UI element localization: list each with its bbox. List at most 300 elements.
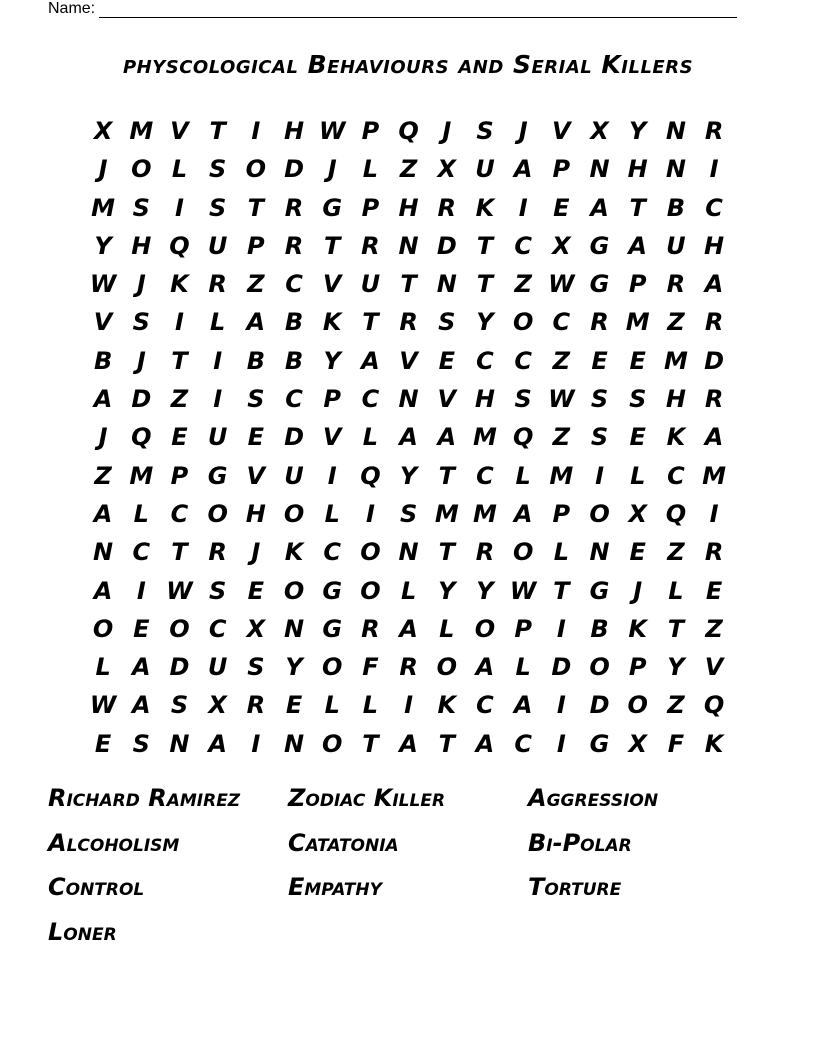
grid-letter: U	[666, 231, 686, 260]
grid-letter: T	[171, 346, 188, 375]
grid-letter: G	[322, 576, 343, 605]
grid-letter: Q	[512, 423, 534, 452]
grid-letter: I	[327, 461, 337, 490]
grid-letter: L	[362, 155, 379, 184]
grid-letter: I	[213, 385, 223, 414]
grid-letter: A	[704, 270, 724, 299]
grid-letter: X	[628, 499, 647, 528]
grid-letter: T	[629, 193, 646, 222]
grid-letter: S	[247, 385, 265, 414]
grid-letter: V	[170, 117, 189, 145]
grid-letter: X	[552, 231, 571, 260]
grid-letter: U	[207, 231, 228, 260]
grid-letter: O	[92, 614, 114, 643]
name-label: Name:	[48, 0, 96, 17]
grid-letter: C	[361, 385, 380, 414]
grid-letter: V	[437, 385, 457, 414]
grid-letter: H	[283, 117, 305, 145]
grid-letter: Q	[703, 691, 725, 720]
grid-letter: O	[436, 653, 457, 682]
grid-letter: T	[438, 729, 455, 758]
grid-letter: D	[589, 691, 610, 720]
grid-letter: E	[171, 423, 188, 452]
grid-letter: L	[362, 691, 379, 720]
grid-letter: S	[132, 729, 150, 758]
grid-letter: S	[209, 193, 227, 222]
grid-letter: R	[475, 538, 495, 567]
grid-letter: P	[361, 117, 380, 145]
grid-letter: Z	[170, 385, 189, 414]
grid-letter: O	[245, 155, 267, 184]
grid-letter: G	[322, 193, 343, 222]
grid-letter: O	[207, 499, 228, 528]
grid-letter: I	[595, 461, 604, 490]
grid-letter: C	[514, 729, 532, 758]
grid-letter: R	[704, 308, 724, 337]
grid-letter: X	[208, 691, 227, 720]
grid-letter: B	[666, 193, 686, 222]
grid-letter: L	[133, 499, 149, 528]
grid-letter: N	[283, 729, 305, 758]
grid-letter: O	[169, 614, 190, 643]
grid-letter: A	[246, 308, 266, 337]
grid-letter: H	[245, 499, 266, 528]
grid-letter: E	[438, 346, 455, 375]
grid-letter: J	[518, 117, 528, 145]
grid-letter: O	[474, 614, 496, 643]
grid-letter: R	[284, 193, 304, 222]
grid-letter: H	[398, 193, 419, 222]
grid-letter: A	[93, 385, 113, 414]
grid-letter: N	[589, 538, 610, 567]
grid-letter: E	[133, 614, 150, 643]
word-list-item: Torture	[528, 873, 622, 901]
grid-letter: C	[705, 193, 723, 222]
grid-letter: W	[166, 576, 193, 605]
grid-letter: O	[589, 653, 610, 682]
grid-letter: H	[704, 231, 725, 260]
grid-letter: O	[283, 576, 305, 605]
grid-letter: S	[476, 117, 494, 145]
word-list-item: Richard Ramirez	[48, 784, 241, 812]
grid-letter: L	[171, 155, 188, 184]
grid-letter: Y	[667, 653, 685, 682]
grid-letter: T	[476, 270, 494, 299]
grid-letter: L	[210, 308, 226, 337]
grid-letter: I	[251, 117, 261, 145]
grid-letter: J	[327, 155, 337, 184]
grid-letter: C	[476, 346, 494, 375]
grid-letter: R	[361, 231, 380, 260]
grid-letter: N	[589, 155, 610, 184]
grid-letter: L	[362, 423, 379, 452]
grid-letter: D	[284, 155, 304, 184]
grid-letter: M	[129, 117, 154, 145]
grid-letter: E	[629, 538, 646, 567]
grid-letter: S	[629, 385, 647, 414]
grid-letter: A	[513, 691, 533, 720]
word-list-item: Empathy	[288, 873, 382, 901]
grid-letter: Y	[476, 576, 494, 605]
grid-letter: M	[473, 499, 497, 528]
grid-letter: R	[208, 538, 227, 567]
grid-letter: R	[399, 653, 418, 682]
grid-letter: A	[131, 691, 151, 720]
name-field	[48, 0, 737, 18]
grid-letter: A	[590, 193, 609, 222]
grid-letter: Y	[94, 231, 112, 260]
grid-letter: T	[667, 614, 685, 643]
grid-letter: X	[437, 155, 457, 184]
grid-letter: N	[169, 729, 190, 758]
grid-letter: B	[284, 308, 304, 337]
grid-letter: T	[438, 461, 455, 490]
grid-letter: D	[436, 231, 457, 260]
grid-letter: N	[398, 231, 419, 260]
grid-letter: K	[628, 614, 648, 643]
grid-letter: C	[208, 614, 227, 643]
grid-letter: R	[361, 614, 380, 643]
grid-letter: L	[400, 576, 417, 605]
grid-letter: I	[404, 691, 414, 720]
grid-letter: T	[324, 231, 341, 260]
grid-letter: A	[93, 499, 113, 528]
grid-letter: Z	[247, 270, 265, 299]
grid-letter: I	[709, 499, 719, 528]
grid-letter: N	[93, 538, 114, 567]
grid-letter: I	[556, 691, 566, 720]
grid-letter: L	[630, 461, 646, 490]
grid-letter: L	[553, 538, 569, 567]
grid-letter: I	[213, 346, 223, 375]
grid-letter: J	[98, 423, 108, 452]
grid-letter: P	[514, 614, 532, 643]
grid-letter: O	[627, 691, 648, 720]
grid-letter: I	[709, 155, 719, 184]
grid-letter: D	[169, 653, 190, 682]
grid-letter: M	[702, 461, 727, 490]
grid-letter: C	[476, 461, 494, 490]
grid-letter: Z	[552, 423, 571, 452]
grid-letter: N	[398, 385, 419, 414]
grid-letter: R	[704, 538, 724, 567]
grid-letter: J	[633, 576, 643, 605]
grid-letter: K	[170, 270, 189, 299]
grid-letter: Q	[360, 461, 381, 490]
grid-letter: L	[439, 614, 455, 643]
grid-letter: M	[129, 461, 154, 490]
page-title: physcological Behaviours and Serial Killers	[122, 50, 694, 79]
grid-letter: V	[399, 346, 418, 375]
grid-letter: A	[513, 155, 533, 184]
grid-letter: O	[322, 653, 343, 682]
letter-grid	[84, 112, 733, 763]
grid-letter: N	[665, 155, 686, 184]
grid-letter: Y	[629, 117, 647, 145]
grid-letter: Q	[398, 117, 419, 145]
grid-letter: L	[515, 653, 531, 682]
grid-letter: A	[437, 423, 457, 452]
grid-letter: F	[667, 729, 685, 758]
grid-letter: R	[284, 231, 304, 260]
grid-letter: J	[136, 270, 146, 299]
grid-letter: X	[628, 729, 647, 758]
grid-letter: D	[704, 346, 725, 375]
grid-letter: Y	[476, 308, 494, 337]
grid-letter: P	[170, 461, 189, 490]
grid-letter: M	[549, 461, 574, 490]
grid-letter: G	[589, 231, 610, 260]
grid-letter: Q	[169, 231, 190, 260]
grid-letter: U	[207, 423, 228, 452]
grid-letter: M	[625, 308, 650, 337]
grid-letter: S	[209, 576, 227, 605]
grid-letter: T	[209, 117, 226, 145]
grid-letter: R	[208, 270, 227, 299]
grid-letter: W	[318, 117, 346, 145]
grid-letter: A	[704, 423, 724, 452]
word-list-item: Control	[48, 873, 145, 901]
grid-letter: L	[95, 653, 111, 682]
grid-letter: V	[93, 308, 113, 337]
grid-letter: R	[704, 117, 724, 145]
grid-letter: R	[437, 193, 457, 222]
grid-letter: N	[283, 614, 305, 643]
grid-letter: L	[515, 461, 531, 490]
grid-letter: N	[665, 117, 686, 145]
grid-letter: A	[208, 729, 227, 758]
grid-letter: O	[131, 155, 152, 184]
grid-letter: C	[476, 691, 494, 720]
grid-letter: U	[284, 461, 304, 490]
grid-letter: W	[89, 691, 117, 720]
grid-letter: L	[324, 499, 340, 528]
grid-letter: Z	[667, 308, 685, 337]
grid-letter: P	[247, 231, 265, 260]
grid-letter: S	[247, 653, 265, 682]
grid-letter: P	[552, 155, 571, 184]
grid-letter: J	[442, 117, 452, 145]
grid-letter: U	[360, 270, 381, 299]
grid-letter: O	[512, 308, 534, 337]
grid-letter: P	[552, 499, 571, 528]
grid-letter: S	[438, 308, 456, 337]
grid-letter: S	[514, 385, 532, 414]
grid-letter: W	[509, 576, 537, 605]
grid-letter: F	[362, 653, 379, 682]
grid-letter: S	[132, 308, 150, 337]
grid-letter: A	[93, 576, 113, 605]
word-list-item: Loner	[48, 917, 117, 946]
grid-letter: E	[247, 576, 265, 605]
grid-letter: V	[246, 461, 266, 490]
grid-letter: E	[247, 423, 265, 452]
grid-letter: B	[93, 346, 113, 375]
grid-letter: T	[553, 576, 570, 605]
grid-letter: E	[285, 691, 303, 720]
grid-letter: I	[175, 308, 184, 337]
grid-letter: A	[628, 231, 647, 260]
word-list-item: Alcoholism	[48, 828, 180, 857]
grid-letter: N	[436, 270, 457, 299]
grid-letter: I	[136, 576, 146, 605]
grid-letter: H	[131, 231, 152, 260]
grid-letter: E	[553, 193, 570, 222]
grid-letter: J	[251, 538, 261, 567]
grid-letter: X	[246, 614, 266, 643]
grid-letter: Y	[438, 576, 456, 605]
grid-letter: N	[398, 538, 419, 567]
grid-letter: O	[360, 576, 381, 605]
grid-letter: T	[362, 729, 379, 758]
grid-letter: C	[170, 499, 189, 528]
grid-letter: A	[399, 729, 418, 758]
grid-letter: M	[91, 193, 116, 222]
grid-letter: Z	[705, 614, 723, 643]
grid-letter: G	[322, 614, 343, 643]
grid-letter: P	[323, 385, 342, 414]
grid-letter: I	[518, 193, 528, 222]
grid-letter: G	[589, 729, 610, 758]
grid-letter: E	[705, 576, 723, 605]
word-list	[48, 780, 768, 958]
grid-letter: T	[171, 538, 188, 567]
grid-letter: O	[283, 499, 305, 528]
grid-letter: G	[589, 270, 610, 299]
grid-letter: K	[322, 308, 342, 337]
grid-letter: S	[132, 193, 150, 222]
grid-letter: A	[131, 653, 151, 682]
grid-letter: D	[131, 385, 152, 414]
grid-letter: H	[665, 385, 686, 414]
grid-letter: A	[399, 614, 418, 643]
grid-letter: K	[437, 691, 457, 720]
grid-letter: R	[246, 691, 266, 720]
grid-letter: R	[399, 308, 418, 337]
grid-letter: O	[512, 538, 534, 567]
grid-letter: C	[514, 231, 532, 260]
grid-letter: E	[94, 729, 112, 758]
word-list-item: Aggression	[528, 784, 659, 812]
grid-letter: P	[628, 270, 647, 299]
grid-letter: I	[556, 729, 566, 758]
grid-letter: T	[247, 193, 265, 222]
word-list-item: Catatonia	[288, 828, 399, 857]
grid-letter: B	[590, 614, 609, 643]
grid-letter: G	[589, 576, 610, 605]
grid-letter: Z	[667, 691, 685, 720]
grid-letter: W	[548, 385, 575, 414]
word-list-item: Bi-Polar	[528, 828, 632, 857]
grid-letter: E	[629, 346, 646, 375]
grid-letter: I	[365, 499, 375, 528]
grid-letter: S	[590, 423, 609, 452]
grid-letter: A	[475, 729, 495, 758]
grid-letter: E	[629, 423, 646, 452]
grid-letter: Y	[323, 346, 341, 375]
grid-letter: M	[434, 499, 459, 528]
grid-letter: T	[362, 308, 379, 337]
grid-letter: I	[556, 614, 566, 643]
grid-letter: C	[667, 461, 685, 490]
grid-letter: Z	[399, 155, 418, 184]
grid-letter: C	[323, 538, 342, 567]
grid-letter: U	[475, 155, 495, 184]
grid-letter: S	[399, 499, 418, 528]
grid-letter: C	[285, 385, 303, 414]
grid-letter: L	[324, 691, 340, 720]
grid-letter: Y	[399, 461, 418, 490]
grid-letter: W	[89, 270, 117, 299]
grid-letter: Z	[94, 461, 112, 490]
grid-letter: A	[399, 423, 418, 452]
grid-letter: P	[361, 193, 380, 222]
grid-letter: O	[589, 499, 610, 528]
grid-letter: B	[284, 346, 304, 375]
grid-letter: V	[704, 653, 724, 682]
grid-letter: Z	[514, 270, 532, 299]
grid-letter: Z	[552, 346, 571, 375]
grid-letter: X	[590, 117, 609, 145]
grid-letter: A	[513, 499, 533, 528]
grid-letter: I	[175, 193, 184, 222]
grid-letter: V	[552, 117, 571, 145]
grid-letter: T	[400, 270, 417, 299]
grid-letter: U	[207, 653, 228, 682]
grid-letter: P	[628, 653, 647, 682]
grid-letter: C	[514, 346, 532, 375]
grid-letter: C	[132, 538, 151, 567]
grid-letter: I	[251, 729, 261, 758]
grid-letter: E	[591, 346, 608, 375]
grid-letter: M	[473, 423, 497, 452]
grid-letter: C	[285, 270, 303, 299]
grid-letter: S	[170, 691, 189, 720]
grid-letter: H	[474, 385, 496, 414]
grid-letter: M	[663, 346, 688, 375]
grid-letter: L	[668, 576, 684, 605]
grid-letter: R	[590, 308, 609, 337]
grid-letter: J	[98, 155, 108, 184]
grid-letter: X	[93, 117, 113, 145]
grid-letter: C	[552, 308, 571, 337]
grid-letter: K	[666, 423, 686, 452]
grid-letter: V	[322, 423, 342, 452]
grid-letter: Q	[665, 499, 687, 528]
name-underline	[99, 3, 737, 18]
word-list-item: Zodiac Killer	[288, 784, 446, 812]
grid-letter: V	[322, 270, 342, 299]
grid-letter: S	[209, 155, 227, 184]
grid-letter: O	[360, 538, 381, 567]
grid-letter: S	[590, 385, 609, 414]
grid-letter: Y	[285, 653, 303, 682]
grid-letter: R	[666, 270, 686, 299]
grid-letter: D	[551, 653, 572, 682]
grid-letter: R	[704, 385, 724, 414]
grid-letter: K	[704, 729, 724, 758]
grid-letter: Q	[131, 423, 152, 452]
grid-letter: H	[627, 155, 648, 184]
grid-letter: G	[207, 461, 228, 490]
grid-letter: K	[284, 538, 304, 567]
grid-letter: A	[475, 653, 495, 682]
grid-letter: O	[322, 729, 343, 758]
grid-letter: A	[361, 346, 380, 375]
grid-letter: J	[136, 346, 146, 375]
grid-letter: B	[246, 346, 265, 375]
grid-letter: D	[284, 423, 304, 452]
